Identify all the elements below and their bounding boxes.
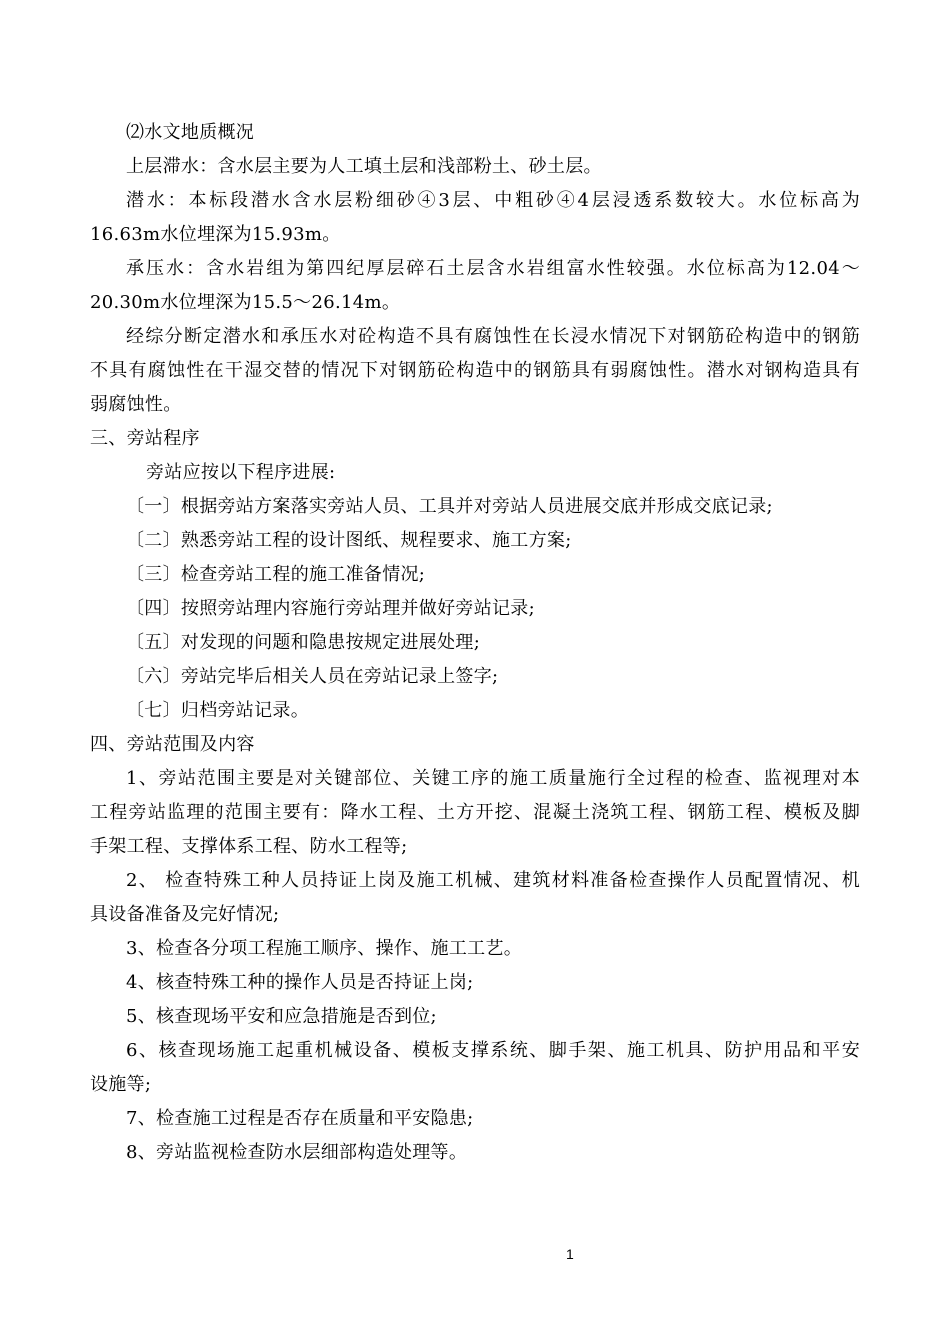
scope-item-6-line-1: 6、核查现场施工起重机械设备、模板支撑系统、脚手架、施工机具、防护用品和平安 <box>126 1040 860 1061</box>
procedure-step-1: 〔一〕根据旁站方案落实旁站人员、工具并对旁站人员进展交底并形成交底记录; <box>126 496 773 517</box>
page-number: 1 <box>566 1246 574 1262</box>
scope-item-3: 3、检查各分项工程施工顺序、操作、施工工艺。 <box>126 938 523 959</box>
paragraph-confined-water-line-1: 承压水：含水岩组为第四纪厚层碎石土层含水岩组富水性较强。水位标高为12.04～ <box>126 258 860 279</box>
section-heading-procedure: 三、旁站程序 <box>90 428 200 449</box>
subsection-heading-hydrogeology: ⑵水文地质概况 <box>126 122 255 143</box>
paragraph-corrosion-line-3: 弱腐蚀性。 <box>90 394 182 415</box>
scope-item-7: 7、检查施工过程是否存在质量和平安隐患; <box>126 1108 474 1129</box>
scope-item-4: 4、核查特殊工种的操作人员是否持证上岗; <box>126 972 474 993</box>
scope-item-6-line-2: 设施等; <box>90 1074 152 1095</box>
scope-item-8: 8、旁站监视检查防水层细部构造处理等。 <box>126 1142 468 1163</box>
procedure-step-3: 〔三〕检查旁站工程的施工准备情况; <box>126 564 426 585</box>
scope-item-1-line-3: 手架工程、支撑体系工程、防水工程等; <box>90 836 408 857</box>
scope-item-2-line-2: 具设备准备及完好情况; <box>90 904 280 925</box>
document-body <box>90 116 860 1170</box>
scope-item-1-line-1: 1、旁站范围主要是对关键部位、关键工序的施工质量施行全过程的检查、监视理对本 <box>126 768 860 789</box>
procedure-intro: 旁站应按以下程序进展: <box>146 462 336 483</box>
scope-item-1-line-2: 工程旁站监理的范围主要有：降水工程、土方开挖、混凝土浇筑工程、钢筋工程、模板及脚 <box>90 802 860 823</box>
paragraph-perched-water: 上层滞水：含水层主要为人工填土层和浅部粉土、砂土层。 <box>126 156 602 177</box>
paragraph-confined-water-line-2: 20.30m水位埋深为15.5～26.14m。 <box>90 292 401 313</box>
procedure-step-5: 〔五〕对发现的问题和隐患按规定进展处理; <box>126 632 481 653</box>
procedure-step-4: 〔四〕按照旁站理内容施行旁站理并做好旁站记录; <box>126 598 535 619</box>
paragraph-corrosion-line-2: 不具有腐蚀性在干湿交替的情况下对钢筋砼构造中的钢筋具有弱腐蚀性。潜水对钢构造具有 <box>90 360 860 381</box>
paragraph-phreatic-water-line-1: 潜水：本标段潜水含水层粉细砂④3层、中粗砂④4层浸透系数较大。水位标高为 <box>126 190 860 211</box>
procedure-step-7: 〔七〕归档旁站记录。 <box>126 700 309 721</box>
scope-item-2-line-1: 2、 检查特殊工种人员持证上岗及施工机械、建筑材料准备检查操作人员配置情况、机 <box>126 870 860 891</box>
procedure-step-6: 〔六〕旁站完毕后相关人员在旁站记录上签字; <box>126 666 499 687</box>
section-heading-scope: 四、旁站范围及内容 <box>90 734 255 755</box>
paragraph-corrosion-line-1: 经综分断定潜水和承压水对砼构造不具有腐蚀性在长浸水情况下对钢筋砼构造中的钢筋 <box>126 326 860 347</box>
paragraph-phreatic-water-line-2: 16.63m水位埋深为15.93m。 <box>90 224 341 245</box>
scope-item-5: 5、核查现场平安和应急措施是否到位; <box>126 1006 437 1027</box>
procedure-step-2: 〔二〕熟悉旁站工程的设计图纸、规程要求、施工方案; <box>126 530 572 551</box>
